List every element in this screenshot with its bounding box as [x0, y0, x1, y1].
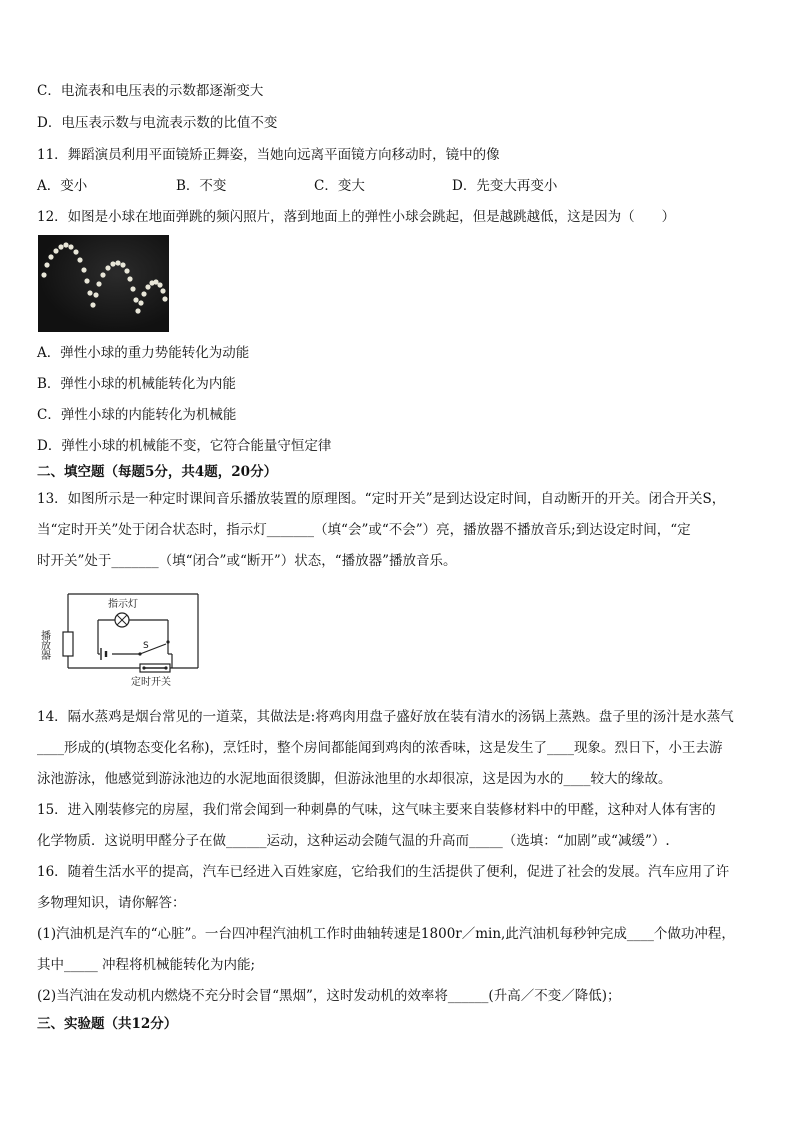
bouncing-ball-photo	[38, 235, 169, 332]
q11-option-b: B．不变	[176, 178, 227, 194]
q11-option-a: A．变小	[37, 178, 88, 194]
bouncing-ball-dots	[38, 235, 169, 332]
q11-options	[37, 176, 637, 196]
q12-option-c: C．弹性小球的内能转化为机械能	[37, 407, 237, 423]
timer-switch-label: 定时开关	[131, 677, 171, 688]
q10-option-d: D．电压表示数与电流表示数的比值不变	[37, 115, 278, 131]
section-3-heading: 三、实验题（共12分）	[37, 1016, 178, 1032]
q16-line-4: 其中_____ 冲程将机械能转化为内能;	[37, 957, 256, 973]
q12-stem: 12．如图是小球在地面弹跳的频闪照片，落到地面上的弹性小球会跳起，但是越跳越低，这是因为（ ）	[37, 209, 676, 225]
circuit-diagram	[40, 588, 202, 688]
q16-line-2: 多物理知识，请你解答：	[37, 895, 186, 911]
q16-line-1: 16．随着生活水平的提高，汽车已经进入百姓家庭，它给我们的生活提供了便利，促进了社会的发展。汽车应用了许	[37, 864, 730, 880]
q13-line-3: 时开关”处于_______（填“闭合”或“断开”）状态，“播放器”播放音乐。	[37, 553, 457, 569]
q12-option-b: B．弹性小球的机械能转化为内能	[37, 376, 236, 392]
q15-line-2: 化学物质．这说明甲醛分子在做______运动，这种运动会随气温的升高而_____（选填：“加剧”或“减缓”）.	[37, 833, 670, 849]
q14-line-2: ____形成的(填物态变化名称)，烹饪时，整个房间都能闻到鸡肉的浓香味，这是发生了____现象。烈日下，小王去游	[37, 740, 723, 756]
switch-s-label: S	[143, 641, 149, 651]
q13-line-1: 13．如图所示是一种定时课间音乐播放装置的原理图。“定时开关”是到达设定时间，自动断开的开关。闭合开关S，	[37, 491, 726, 507]
q15-line-1: 15．进入刚装修完的房屋，我们常会闻到一种刺鼻的气味，这气味主要来自装修材料中的甲醛，这种对人体有害的	[37, 802, 716, 818]
player-label: 播放器	[38, 630, 50, 660]
q16-line-5: (2)当汽油在发动机内燃烧不充分时会冒“黑烟”，这时发动机的效率将______(升高／不变／降低)；	[37, 988, 621, 1004]
q13-line-2: 当“定时开关”处于闭合状态时，指示灯_______（填“会”或“不会”）亮，播放器不播放音乐;到达设定时间，“定	[37, 522, 691, 538]
q16-line-3: (1)汽油机是汽车的“心脏”。一台四冲程汽油机工作时曲轴转速是1800r／min,此汽油机每秒钟完成____个做功冲程，	[37, 926, 735, 942]
q11-option-c: C．变大	[314, 178, 365, 194]
q12-option-a: A．弹性小球的重力势能转化为动能	[37, 345, 250, 361]
q11-stem: 11．舞蹈演员利用平面镜矫正舞姿，当她向远离平面镜方向移动时，镜中的像	[37, 147, 500, 163]
q10-option-c: C．电流表和电压表的示数都逐渐变大	[37, 83, 264, 99]
q14-line-1: 14．隔水蒸鸡是烟台常见的一道菜，其做法是:将鸡肉用盘子盛好放在装有清水的汤锅上蒸熟。盘子里的汤汁是水蒸气	[37, 709, 734, 725]
q12-option-d: D．弹性小球的机械能不变，它符合能量守恒定律	[37, 438, 332, 454]
q14-line-3: 泳池游泳，他感觉到游泳池边的水泥地面很烫脚，但游泳池里的水却很凉，这是因为水的____较大的缘故。	[37, 771, 672, 787]
section-2-heading: 二、填空题（每题5分，共4题，20分）	[37, 464, 278, 480]
player-box	[63, 632, 73, 656]
q11-option-d: D．先变大再变小	[452, 178, 558, 194]
lamp-label: 指示灯	[108, 599, 138, 610]
